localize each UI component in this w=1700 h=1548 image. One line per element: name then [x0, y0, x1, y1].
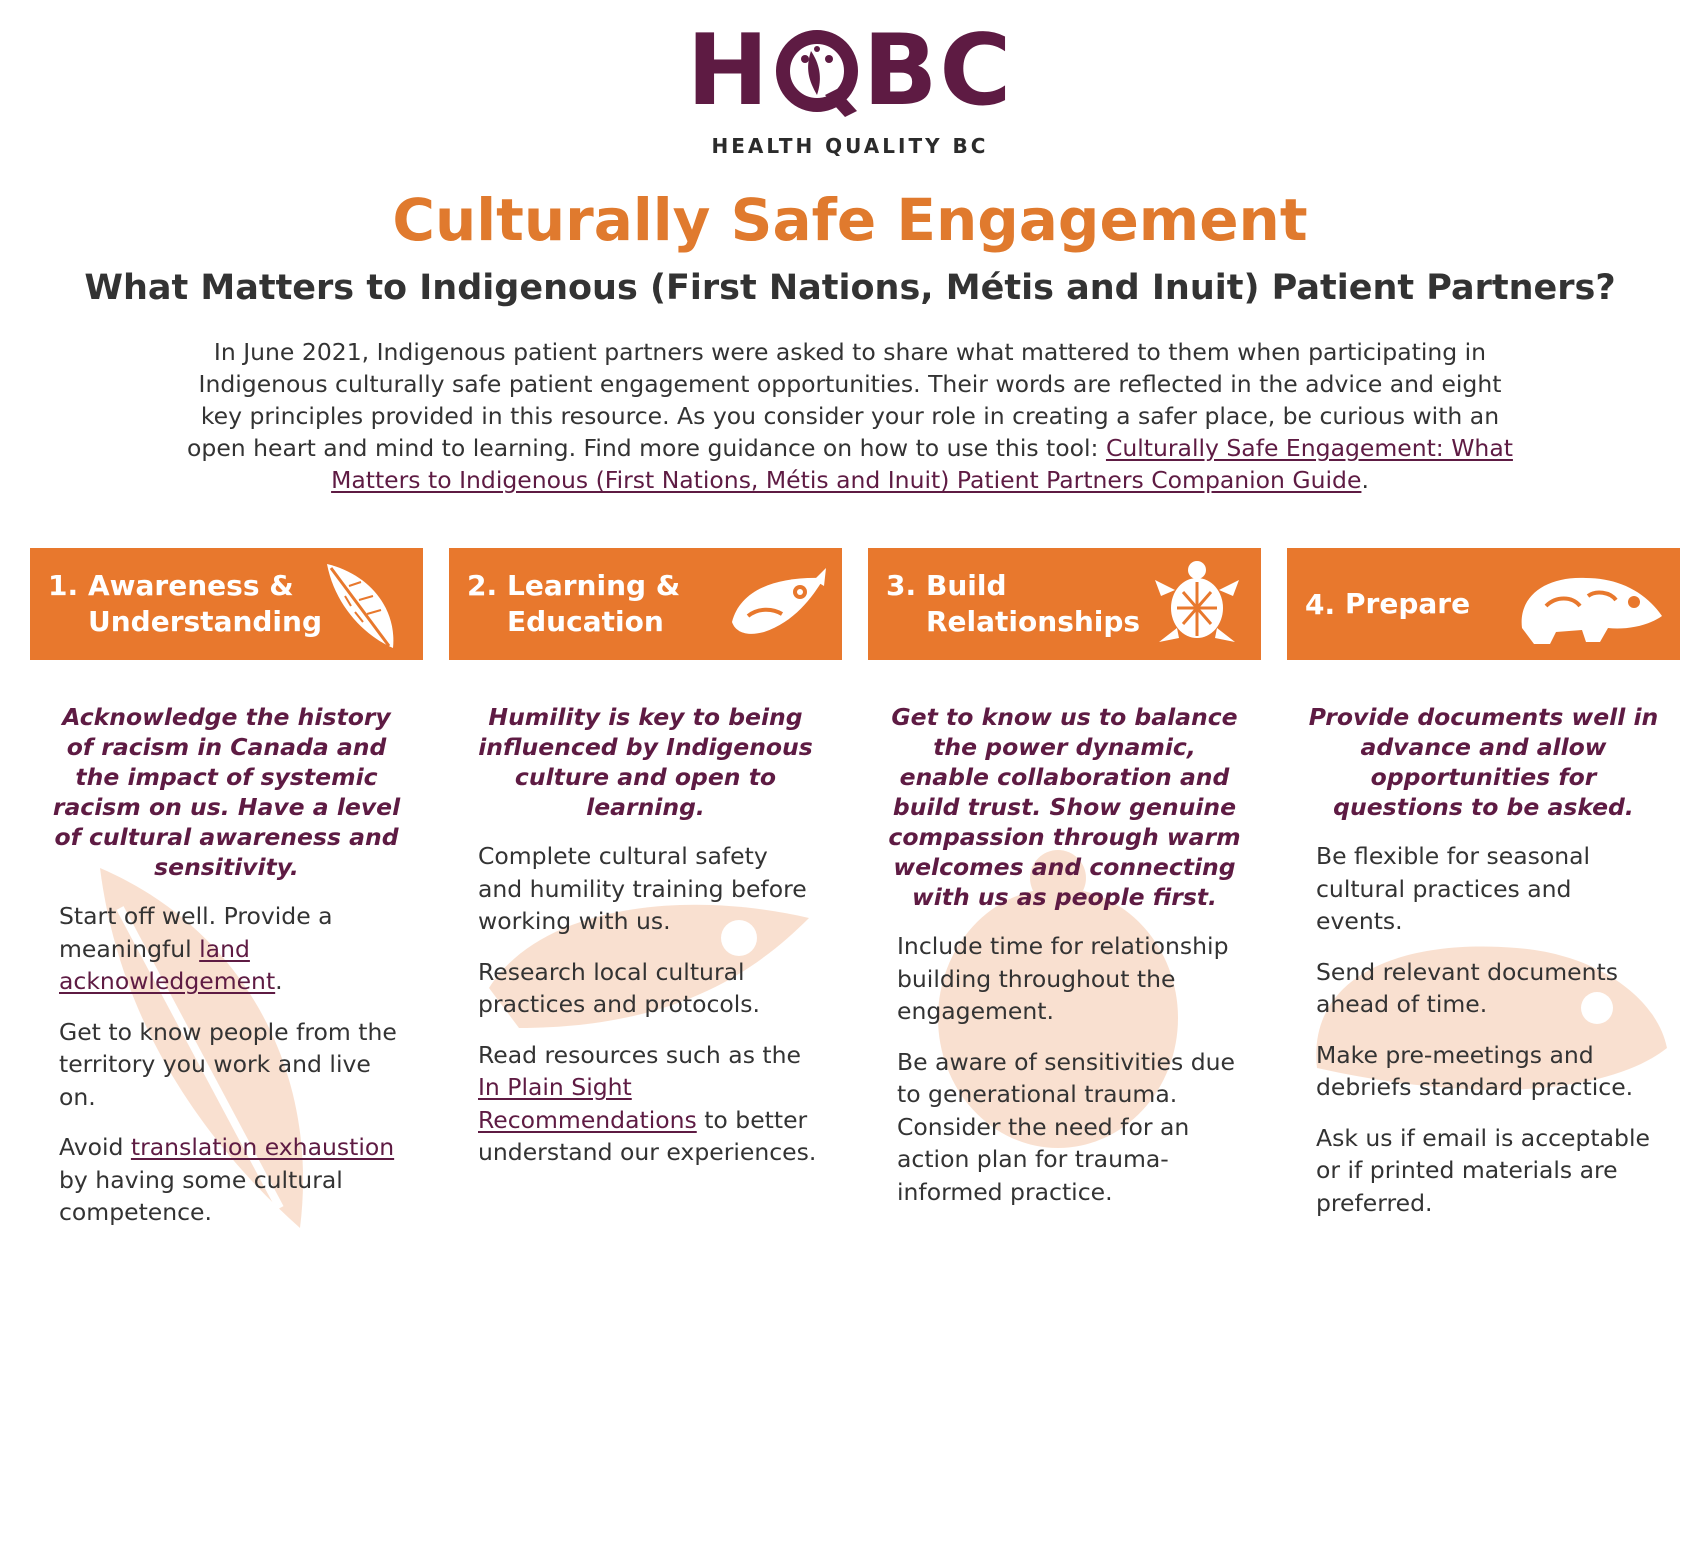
page-title: Culturally Safe Engagement: [392, 186, 1308, 254]
card-paragraph: Read resources such as the In Plain Sight Recommendations to better understand our experiences.: [478, 1040, 817, 1166]
leaf-q-icon: [775, 29, 859, 113]
card-lead: Acknowledge the history of racism in Canada and the impact of systemic racism on us. Have a level of cultural awareness and sensitivity.: [52, 703, 401, 881]
page-subtitle: What Matters to Indigenous (First Nations, Métis and Inuit) Patient Partners?: [84, 268, 1616, 308]
card-build-relationships: [868, 548, 1261, 1548]
salmon-icon: [728, 556, 828, 652]
card-number: 2.: [467, 569, 498, 602]
feather-icon: [309, 556, 409, 652]
card-paragraph: Be flexible for seasonal cultural practices and events.: [1316, 842, 1591, 935]
card-header: [449, 548, 842, 660]
card-lead: Get to know us to balance the power dynamic, enable collaboration and build trust. Show genuine compassion through warm welcomes and connecting with us as people first.: [888, 703, 1241, 911]
card-header: [868, 548, 1261, 660]
card-prepare: [1287, 548, 1680, 1548]
card-number: 1.: [48, 569, 79, 602]
card-number: 4.: [1305, 587, 1336, 621]
card-paragraph: Complete cultural safety and humility training before working with us.: [478, 842, 807, 935]
card-heading: Learning & Education: [507, 569, 681, 638]
hqbc-logo-mark: [686, 14, 1014, 128]
card-paragraph: Start off well. Provide a meaningful land acknowledgement.: [59, 902, 333, 995]
companion-guide-link[interactable]: Culturally Safe Engagement: What Matters to Indigenous (First Nations, Métis and Inuit) Patient Partners Companion Guide: [331, 434, 1513, 494]
card-paragraph: Send relevant documents ahead of time.: [1316, 957, 1618, 1018]
card-paragraph: Get to know people from the territory you work and live on.: [59, 1017, 397, 1111]
card-learning-education: [449, 548, 842, 1548]
logo-letters-right: BC: [862, 14, 1014, 128]
card-paragraph: Research local cultural practices and protocols.: [478, 957, 760, 1018]
logo-letters-left: H: [686, 14, 771, 128]
in-plain-sight-link[interactable]: In Plain Sight Recommendations: [478, 1073, 697, 1134]
card-header: [30, 548, 423, 660]
translation-exhaustion-link[interactable]: translation exhaustion: [130, 1133, 395, 1161]
card-paragraph: Be aware of sensitivities due to generational trauma. Consider the need for an action plan for trauma-informed practice.: [897, 1047, 1235, 1206]
card-paragraph: Make pre-meetings and debriefs standard practice.: [1316, 1040, 1634, 1101]
logo: [0, 14, 1700, 158]
card-number: 3.: [886, 569, 917, 602]
card-paragraph: Ask us if email is acceptable or if printed materials are preferred.: [1316, 1123, 1650, 1217]
logo-subtitle: HEALTH QUALITY BC: [711, 134, 989, 158]
card-paragraph: Include time for relationship building throughout the engagement.: [897, 932, 1229, 1025]
intro-end: .: [1361, 466, 1369, 494]
card-awareness-understanding: [30, 548, 423, 1548]
card-lead: Humility is key to being influenced by Indigenous culture and open to learning.: [478, 703, 813, 821]
intro-text: In June 2021, Indigenous patient partners were asked to share what mattered to them when participating in Indigenous culturally safe patient engagement opportunities. Their words are reflected in the advice and eight key principles provided in this resource. As you consider your role in creating a safer place, be curious with an open heart and mind to learning. Find more guidance on how to use this tool:: [187, 338, 1502, 462]
land-acknowledgement-link[interactable]: land acknowledgement: [59, 934, 276, 995]
card-header: [1287, 548, 1680, 660]
turtle-icon: [1147, 556, 1247, 652]
card-heading: Build Relationships: [926, 569, 1141, 638]
card-heading: Awareness & Understanding: [88, 569, 323, 638]
intro-paragraph: [180, 336, 1520, 496]
card-paragraph: Avoid translation exhaustion by having some cultural competence.: [59, 1133, 395, 1226]
card-heading: Prepare: [1345, 587, 1471, 620]
card-lead: Provide documents well in advance and allow opportunities for questions to be asked.: [1308, 703, 1659, 821]
bear-icon: [1516, 556, 1666, 652]
